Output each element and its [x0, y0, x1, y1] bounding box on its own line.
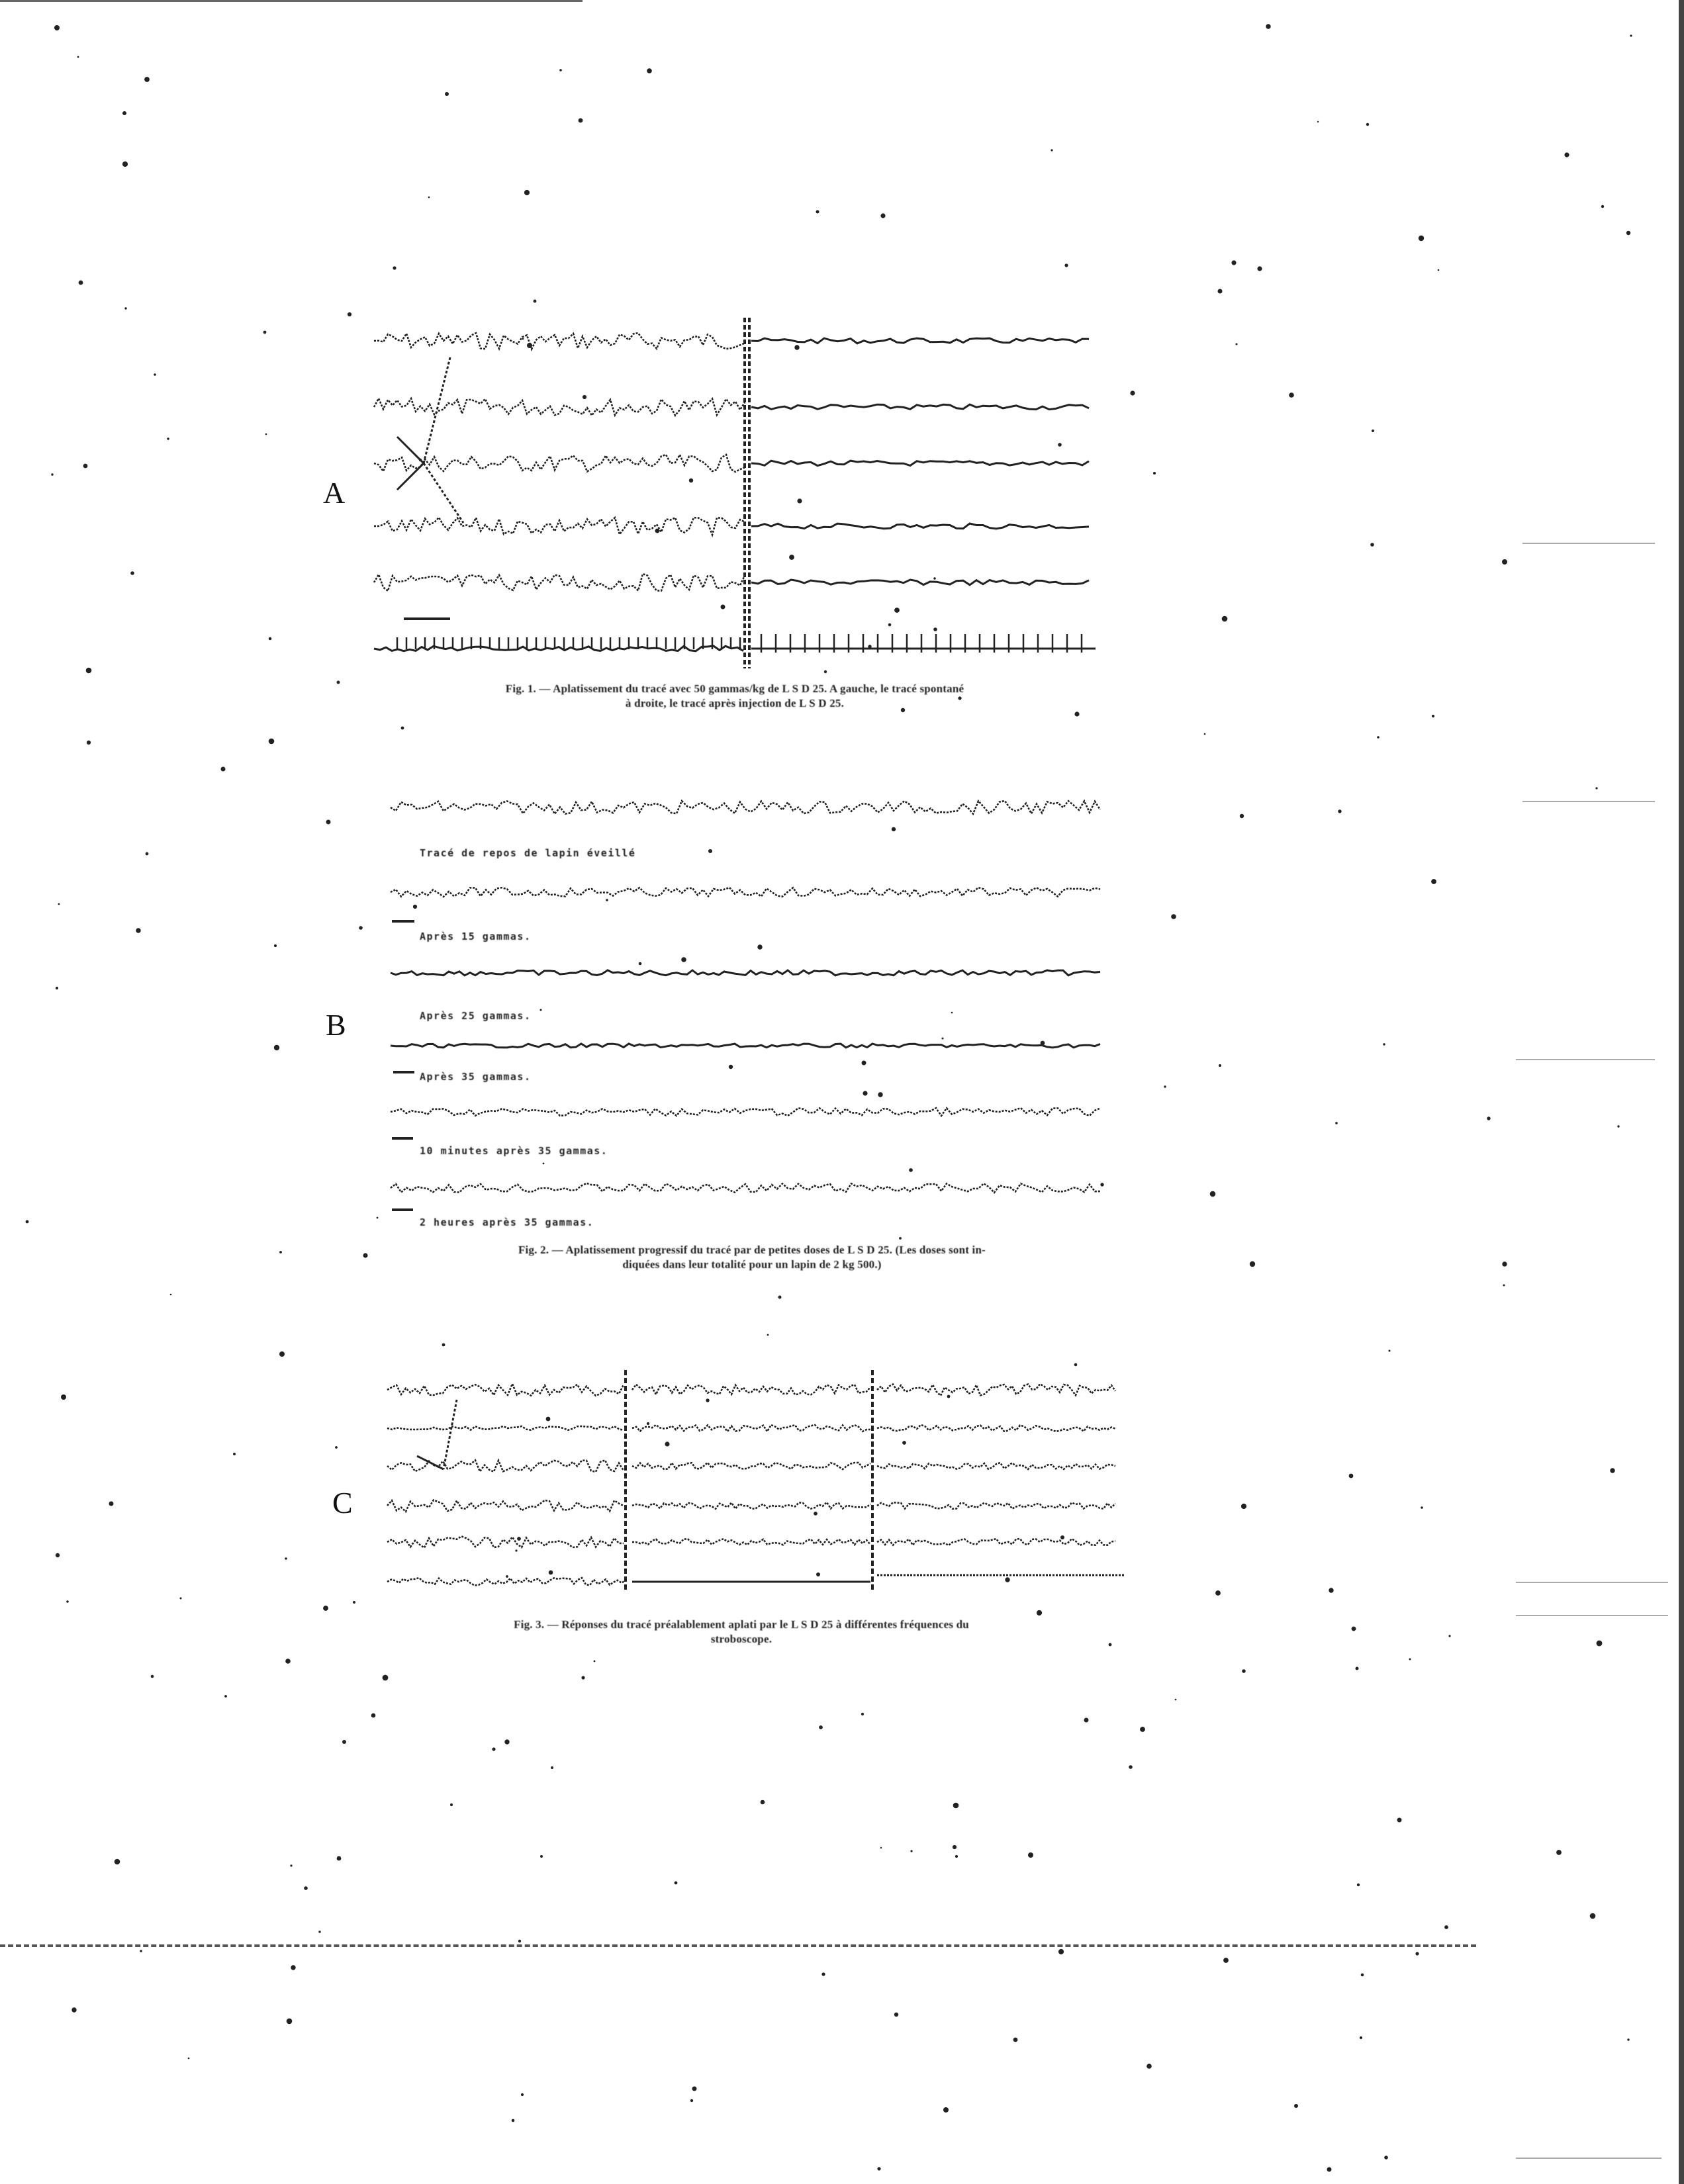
- panel-letter-a: A: [323, 476, 346, 510]
- eeg-trace-stimulus-2: [877, 1425, 1115, 1432]
- figure-3-caption: [351, 1617, 1132, 1647]
- stimulus-trace: [387, 1578, 626, 1585]
- figure-2-caption-line-1: Fig. 2. — Aplatissement progressif du tracé par de petites doses de L S D 25. (Les doses sont in-: [518, 1244, 986, 1256]
- eeg-trace-stimulus-1: [632, 1502, 870, 1509]
- figure-3-caption-line-2: stroboscope.: [710, 1633, 772, 1645]
- eeg-trace-baseline: [387, 1460, 624, 1472]
- eeg-trace-baseline: [387, 1500, 624, 1512]
- eeg-trace-baseline: [387, 1384, 624, 1396]
- trace-label-15-gammas: Après 15 gammas.: [420, 931, 532, 942]
- electrode-pointer: [417, 1456, 444, 1469]
- trace-label-35-gammas: Après 35 gammas.: [420, 1071, 532, 1083]
- figure-3-caption-line-1: Fig. 3. — Réponses du tracé préalablement aplati par le L S D 25 à différentes fréquences du: [514, 1618, 969, 1631]
- trace-label-25-gammas: Après 25 gammas.: [420, 1010, 532, 1022]
- eeg-trace-baseline: [387, 1536, 624, 1547]
- trace-label-10-min-after: 10 minutes après 35 gammas.: [420, 1145, 608, 1157]
- eeg-trace-stimulus-2: [877, 1463, 1115, 1469]
- eeg-trace-stimulus-2: [877, 1539, 1115, 1545]
- panel-letter-c: C: [332, 1486, 353, 1520]
- trace-label-rest: Tracé de repos de lapin éveillé: [420, 847, 636, 859]
- figure-1-caption-line-1: Fig. 1. — Aplatissement du tracé avec 50 gammas/kg de L S D 25. A gauche, le tracé spontané: [505, 682, 964, 695]
- eeg-trace-stimulus-2: [877, 1384, 1115, 1396]
- electrode-pointer: [444, 1400, 457, 1469]
- trace-label-2-hours-after: 2 heures après 35 gammas.: [420, 1216, 594, 1228]
- eeg-trace-stimulus-1: [632, 1385, 870, 1394]
- eeg-trace-stimulus-1: [632, 1539, 870, 1545]
- eeg-trace-baseline: [387, 1426, 624, 1430]
- figure-2-caption-line-2: diquées dans leur totalité pour un lapin de 2 kg 500.): [622, 1258, 882, 1271]
- eeg-trace-stimulus-1: [632, 1463, 870, 1469]
- panel-letter-b: B: [326, 1008, 346, 1042]
- eeg-trace-stimulus-1: [632, 1425, 870, 1432]
- eeg-trace-stimulus-2: [877, 1502, 1115, 1509]
- figure-1-caption-line-2: à droite, le tracé après injection de L S D 25.: [625, 697, 845, 709]
